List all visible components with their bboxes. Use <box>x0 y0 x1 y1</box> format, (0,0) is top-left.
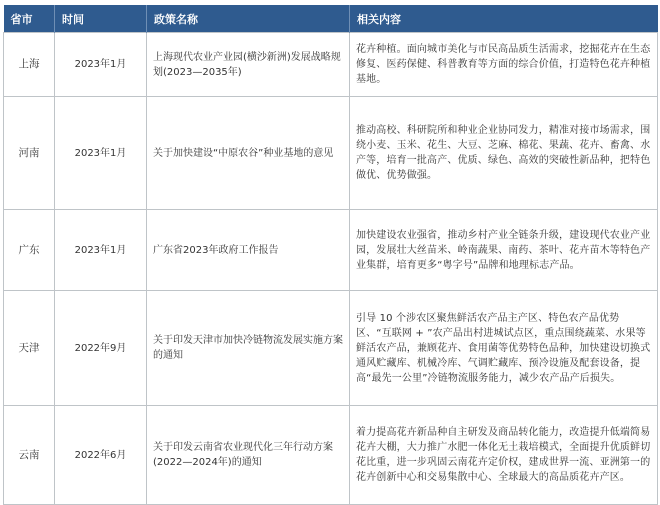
cell-date: 2023年1月 <box>55 33 147 97</box>
policy-table-container <box>3 5 657 505</box>
cell-content: 加快建设农业强省，推动乡村产业全链条升级，建设现代农业产业园，发展壮大丝苗米、岭南蔬果、南药、茶叶、花卉苗木等特色产业集群，培育更多“粤字号”品牌和地理标志产品。 <box>350 210 658 291</box>
cell-policy-name: 关于印发天津市加快冷链物流发展实施方案的通知 <box>147 291 350 406</box>
table-row <box>4 33 658 97</box>
cell-content: 引导 10 个涉农区聚焦鲜活农产品主产区、特色农产品优势区、“互联网 + ”农产品出村进城试点区，重点围绕蔬菜、水果等鲜活农产品，兼顾花卉、食用菌等优势特色品种，加快建设切换式通风贮藏库、机械冷库、气调贮藏库、预冷设施及配套设备，提高“最先一公里”冷链物流服务能力，减少农产品产后损失。 <box>350 291 658 406</box>
header-policy-name: 政策名称 <box>147 5 350 33</box>
table-row <box>4 210 658 291</box>
policy-table <box>3 5 658 505</box>
header-province: 省市 <box>4 5 55 33</box>
cell-policy-name: 关于印发云南省农业现代化三年行动方案(2022—2024年)的通知 <box>147 406 350 505</box>
cell-province: 上海 <box>4 33 55 97</box>
header-date: 时间 <box>55 5 147 33</box>
header-content: 相关内容 <box>350 5 658 33</box>
cell-province: 天津 <box>4 291 55 406</box>
table-row <box>4 406 658 505</box>
cell-province: 云南 <box>4 406 55 505</box>
cell-date: 2022年6月 <box>55 406 147 505</box>
cell-province: 河南 <box>4 97 55 210</box>
cell-date: 2022年9月 <box>55 291 147 406</box>
cell-policy-name: 上海现代农业产业园(横沙新洲)发展战略规划(2023—2035年) <box>147 33 350 97</box>
cell-province: 广东 <box>4 210 55 291</box>
table-header-row <box>4 5 658 33</box>
cell-policy-name: 广东省2023年政府工作报告 <box>147 210 350 291</box>
table-row <box>4 97 658 210</box>
cell-content: 花卉种植。面向城市美化与市民高品质生活需求，挖掘花卉在生态修复、医药保健、科普教育等方面的综合价值，打造特色花卉种植基地。 <box>350 33 658 97</box>
cell-content: 着力提高花卉新品种自主研发及商品转化能力，改造提升低端简易花卉大棚，大力推广水肥一体化无土栽培模式，全面提升优质鲜切花比重，进一步巩固云南花卉定价权，建成世界一流、亚洲第一的花卉创新中心和交易集散中心、全球最大的高品质花卉产区。 <box>350 406 658 505</box>
table-row <box>4 291 658 406</box>
cell-date: 2023年1月 <box>55 210 147 291</box>
cell-policy-name: 关于加快建设“中原农谷”种业基地的意见 <box>147 97 350 210</box>
cell-content: 推动高校、科研院所和种业企业协同发力，精准对接市场需求，围绕小麦、玉米、花生、大豆、芝麻、棉花、果蔬、花卉、畜禽、水产等，培育一批高产、优质、绿色、高效的突破性新品种，把特色做优、优势做强。 <box>350 97 658 210</box>
cell-date: 2023年1月 <box>55 97 147 210</box>
